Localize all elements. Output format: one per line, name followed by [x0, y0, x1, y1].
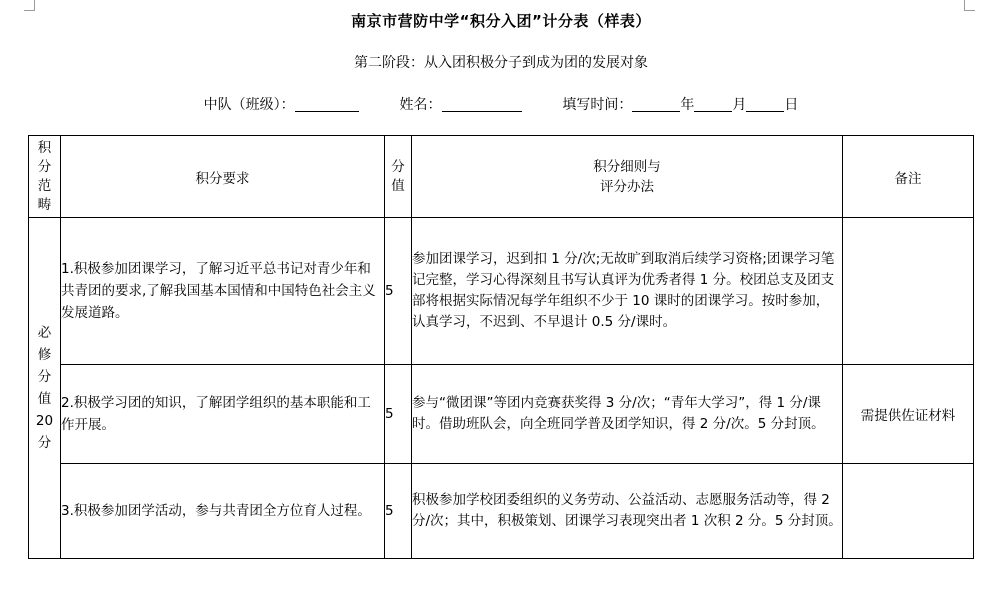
remarks-cell: [843, 218, 974, 365]
remarks-cell: 需提供佐证材料: [843, 365, 974, 464]
score-cell: 5: [385, 218, 412, 365]
header-remarks: 备注: [843, 136, 974, 218]
year-blank[interactable]: [632, 97, 680, 112]
table-row: [29, 365, 974, 464]
header-rules: 积分细则与 评分办法: [412, 136, 843, 218]
header-score: 分 值: [385, 136, 412, 218]
month-label: 月: [732, 97, 747, 113]
requirement-cell: 3.积极参加团学活动，参与共青团全方位育人过程。: [61, 464, 385, 559]
name-label: 姓名：: [399, 97, 442, 113]
info-line: [0, 94, 1002, 114]
squad-blank[interactable]: [295, 97, 359, 112]
rules-cell: 参与“微团课”等团内竞赛获奖得 3 分/次；“青年大学习”，得 1 分/课时。借助班队会，向全班同学普及团学知识，得 2 分/次。5 分封顶。: [412, 365, 843, 464]
name-blank[interactable]: [442, 97, 522, 112]
squad-label: 中队（班级）：: [203, 97, 295, 113]
score-table: [28, 135, 974, 559]
remarks-cell: [843, 464, 974, 559]
document-title: 南京市营防中学“积分入团”计分表（样表）: [351, 12, 651, 30]
category-required: 必 修 分 值 20 分: [29, 218, 61, 559]
score-cell: 5: [385, 365, 412, 464]
table-header-row: [29, 136, 974, 218]
requirement-cell: 2.积极学习团的知识，了解团学组织的基本职能和工作开展。: [61, 365, 385, 464]
header-requirement: 积分要求: [61, 136, 385, 218]
month-blank[interactable]: [694, 97, 732, 112]
rules-cell: 积极参加学校团委组织的义务劳动、公益活动、志愿服务活动等，得 2 分/次；其中，积极策划、团课学习表现突出者 1 次积 2 分。5 分封顶。: [412, 464, 843, 559]
header-category: 积 分 范 畴: [29, 136, 61, 218]
document-subtitle: 第二阶段：从入团积极分子到成为团的发展对象: [354, 55, 648, 71]
score-cell: 5: [385, 464, 412, 559]
day-blank[interactable]: [746, 97, 784, 112]
table-row: [29, 464, 974, 559]
requirement-cell: 1.积极参加团课学习，了解习近平总书记对青少年和共青团的要求,了解我国基本国情和中国特色社会主义发展道路。: [61, 218, 385, 365]
table-row: [29, 218, 974, 365]
date-label: 填写时间：: [562, 97, 633, 113]
rules-cell: 参加团课学习，迟到扣 1 分/次;无故旷到取消后续学习资格;团课学习笔记完整，学习心得深刻且书写认真评为优秀者得 1 分。校团总支及团支部将根据实际情况每学年组织不少于 10 课时的团课学习。按时参加，认真学习，不迟到、不早退计 0.5 分/课时。: [412, 218, 843, 365]
day-label: 日: [784, 97, 799, 113]
year-label: 年: [680, 97, 695, 113]
